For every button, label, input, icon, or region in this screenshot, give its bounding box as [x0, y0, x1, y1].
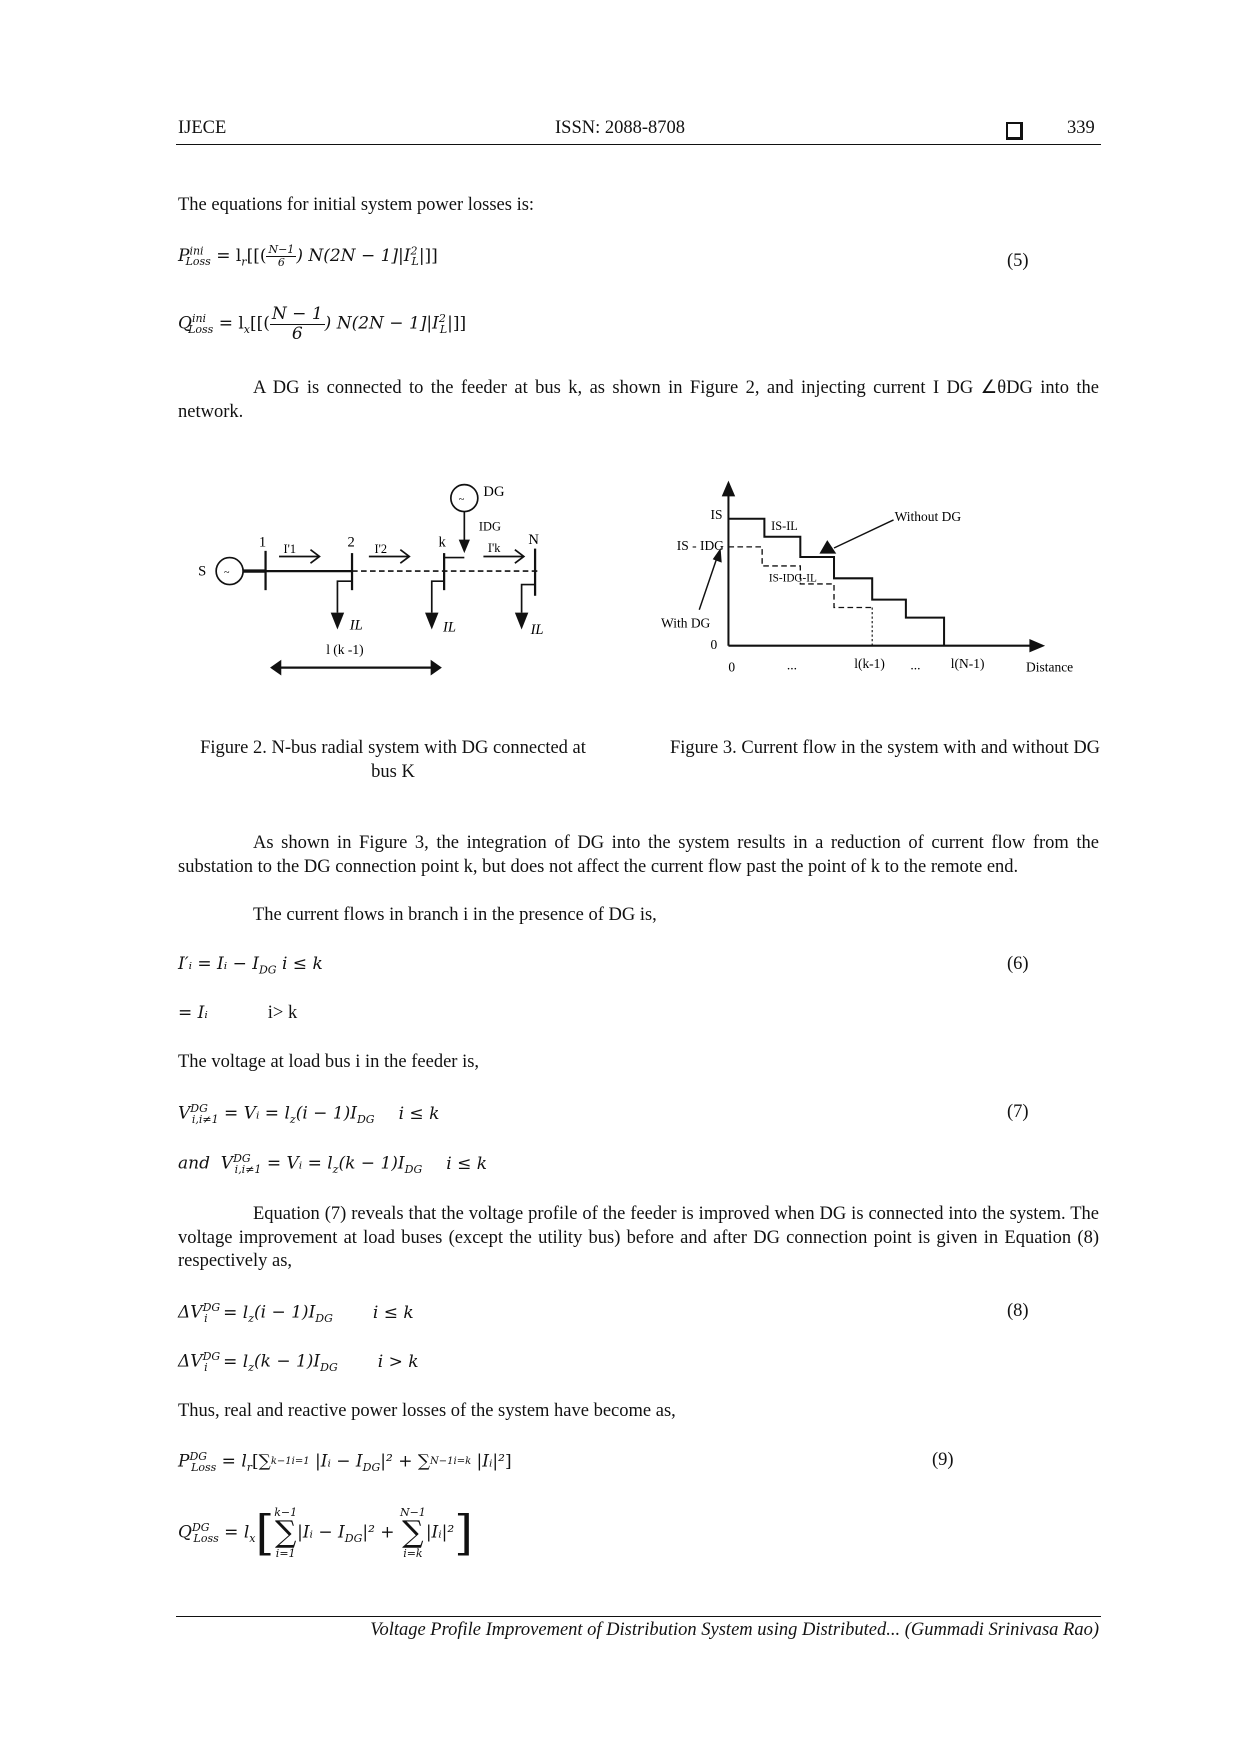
label-is-il: IS-IL	[771, 519, 798, 534]
equation-number-5: (5)	[1007, 251, 1029, 271]
label-with-dg: With DG	[661, 615, 711, 631]
square-bullet-icon	[1006, 122, 1023, 140]
equation-number-9: (9)	[932, 1450, 954, 1470]
paragraph-equation-7: Equation (7) reveals that the voltage profile of the feeder is improved when DG is connected into the system. The voltage improvement at load buses (except the utility bus) before and after DG connection point is given in Equation (8) respectively as,	[178, 1204, 1099, 1272]
without-dg-staircase	[728, 519, 944, 646]
label-is-idg: IS - IDG	[676, 538, 724, 554]
paragraph-voltage: The voltage at load bus i in the feeder is,	[178, 1052, 480, 1072]
label-distance: Distance	[1026, 659, 1074, 675]
paragraph-losses: Thus, real and reactive power losses of the system have become as,	[178, 1401, 676, 1421]
label-bus-k: k	[438, 534, 446, 551]
label-dots-1: ...	[786, 657, 797, 673]
svg-text:~: ~	[458, 494, 465, 506]
label-is: IS	[710, 506, 723, 522]
figure-2-caption: Figure 2. N-bus radial system with DG connected at bus K	[200, 738, 586, 782]
footer-rule	[176, 1616, 1101, 1617]
equation-6-line-1: I′ᵢ = Iᵢ − $I_{DG}$ i ≤ k	[178, 954, 323, 977]
source-generator-icon	[216, 558, 243, 585]
equation-8-line-1: $\Delta V^{DG}_i = l_z(i - 1)I_{DG}$ i ≤ k	[178, 1301, 414, 1326]
equation-number-8: (8)	[1007, 1301, 1029, 1321]
label-dg: DG	[483, 483, 505, 500]
header-rule	[176, 144, 1101, 145]
label-lk: l(k-1)	[854, 656, 885, 672]
equation-7-line-2: and $V^{DG}_{i,i\ne 1}$ = Vᵢ = $l_z(k - 1)I_{DG}$ i ≤ k	[178, 1152, 488, 1177]
footer-running-title: Voltage Profile Improvement of Distribution System using Distributed... (Gummadi Srinivasa Rao)	[370, 1620, 1099, 1640]
label-ln: l(N-1)	[950, 656, 985, 672]
label-s: S	[198, 563, 207, 580]
label-without-dg: Without DG	[894, 509, 962, 525]
figure-3-chart	[655, 475, 1095, 685]
paragraph-dg-connection: A DG is connected to the feeder at bus k, as shown in Figure 2, and injecting current I DG ∠θDG into the network.	[178, 378, 1099, 422]
equation-8-line-2: $\Delta V^{DG}_i = l_z(k - 1)I_{DG}$ i > k	[178, 1350, 419, 1375]
label-i1: I'1	[283, 542, 297, 557]
label-zero-y: 0	[710, 637, 718, 653]
paragraph-figure-3: As shown in Figure 3, the integration of DG into the system results in a reduction of current flow from the substation to the DG connection point k, but does not affect the current flow past the point of k to the remote end.	[178, 833, 1099, 877]
paragraph-current-flows: The current flows in branch i in the presence of DG is,	[253, 905, 657, 925]
label-bus-1: 1	[258, 534, 267, 551]
equation-9-p: $P^{DG}_{Loss} = l_r[\sum k-1i=1$ |Iᵢ − $I_{DG}|^2 + \sum N-1i=k$ |Iᵢ|²]	[178, 1450, 512, 1475]
equation-9-q: $Q^{DG}_{Loss} = l_x[k-1$ ∑ i=1|Iᵢ − $I_{DG}|^2 + N-1$ ∑ i=k|Iᵢ|²]	[178, 1505, 473, 1561]
equation-7-line-1: $V^{DG}_{i,i\ne 1}$ = Vᵢ = $l_z(i - 1)I_{DG}$ i ≤ k	[178, 1102, 440, 1127]
issn: ISSN: 2088-8708	[555, 118, 686, 138]
label-dots-2: ...	[910, 657, 921, 673]
label-idg: IDG	[478, 519, 501, 534]
label-bus-n: N	[528, 532, 539, 549]
figure-2-diagram	[190, 470, 550, 680]
label-i2: I'2	[374, 542, 388, 557]
equation-number-6: (6)	[1007, 954, 1029, 974]
label-il-2: IL	[442, 619, 456, 636]
label-ik: I'k	[487, 540, 501, 555]
equation-6-line-2: = Iᵢ i> k	[178, 1003, 298, 1023]
equation-number-7: (7)	[1007, 1102, 1029, 1122]
label-bus-2: 2	[347, 534, 355, 551]
page-number: 339	[1067, 118, 1095, 138]
intro-text: The equations for initial system power losses is:	[178, 195, 535, 215]
equation-5-q: $Q^{ini}_{Loss} = l_x$[[( $\frac{N - 1}{6}$ ) $N(2N - 1]|I^2_L|$]]	[178, 304, 467, 344]
label-span: l (k -1)	[326, 642, 364, 658]
tilde-glyph: ~	[224, 567, 230, 579]
label-il-3: IL	[530, 621, 544, 638]
journal-name: IJECE	[178, 118, 227, 138]
equation-5-p: $P^{ini}_{Loss} = l_r$[[( $\frac{N-1}{6}$ ) $N(2N - 1]|I^2_L|$]]	[178, 243, 438, 270]
label-il-1: IL	[349, 617, 363, 634]
label-is-idg-il: IS-IDG-IL	[768, 572, 817, 585]
dg-generator-icon	[451, 485, 478, 512]
label-zero-x: 0	[728, 659, 736, 675]
figure-3-caption: Figure 3. Current flow in the system with and without DG	[669, 738, 1101, 758]
